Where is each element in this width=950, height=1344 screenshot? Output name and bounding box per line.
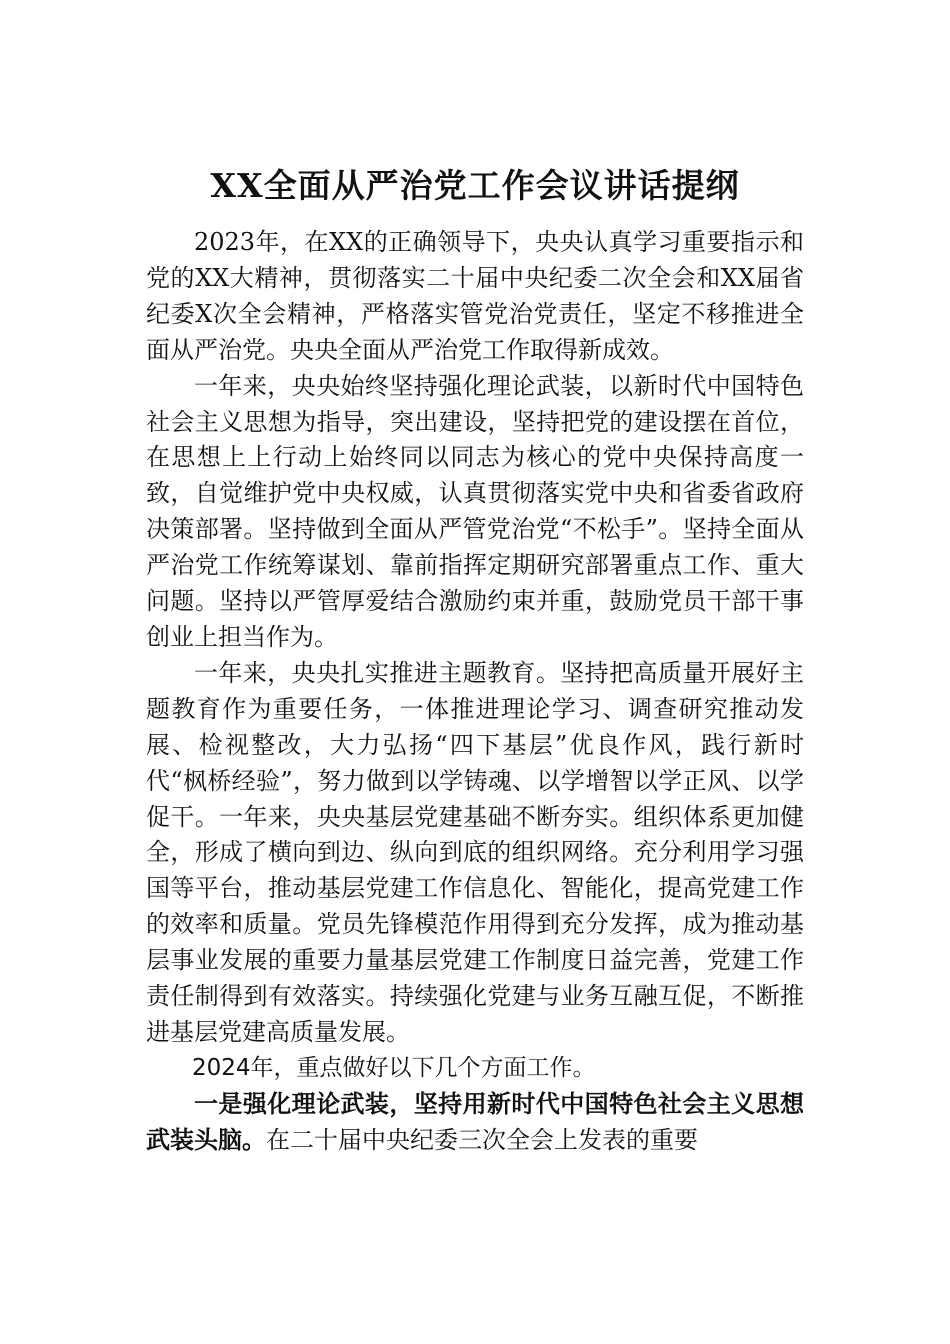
paragraph-5-text: 在二十届中央纪委三次全会上发表的重要 — [266, 1125, 698, 1154]
paragraph-2: 一年来，央央始终坚持强化理论武装，以新时代中国特色社会主义思想为指导，突出建设，坚持把党的建设摆在首位，在思想上上行动上始终同以同志为核心的党中央保持高度一致，自觉维护党中央权威，认真贯彻落实党中央和省委省政府决策部署。坚持做到全面从严管党治党“不松手”。坚持全面从严治党工作统筹谋划、靠前指挥定期研究部署重点工作、重大问题。坚持以严管厚爱结合激励约束并重，鼓励党员干部干事创业上担当作为。 — [146, 371, 804, 651]
paragraph-3: 一年来，央央扎实推进主题教育。坚持把高质量开展好主题教育作为重要任务，一体推进理论学习、调查研究推动发展、检视整改，大力弘扬“四下基层”优良作风，践行新时代“枫桥经验”，努力做到以学铸魂、以学增智以学正风、以学促干。一年来，央央基层党建基础不断夯实。组织体系更加健全，形成了横向到边、纵向到底的组织网络。充分利用学习强国等平台，推动基层党建工作信息化、智能化，提高党建工作的效率和质量。党员先锋模范作用得到充分发挥，成为推动基层事业发展的重要力量基层党建工作制度日益完善，党建工作责任制得到有效落实。持续强化党建与业务互融互促，不断推进基层党建高质量发展。 — [146, 658, 804, 1046]
paragraph-4: 2024年，重点做好以下几个方面工作。 — [192, 1054, 596, 1081]
paragraph-5 — [146, 1087, 804, 1159]
document-body — [146, 225, 804, 1159]
paragraph-5-lead: 一是强化理论武装，坚持用新时代中国特色社会主义思想武装头脑。 — [146, 1089, 804, 1154]
document-title: XX全面从严治党工作会议讲话提纲 — [210, 166, 740, 205]
paragraph-1: 2023年，在XX的正确领导下，央央认真学习重要指示和党的XX大精神，贯彻落实二十届中央纪委二次全会和XX届省纪委X次全会精神，严格落实管党治党责任，坚定不移推进全面从严治党。央央全面从严治党工作取得新成效。 — [146, 228, 804, 364]
